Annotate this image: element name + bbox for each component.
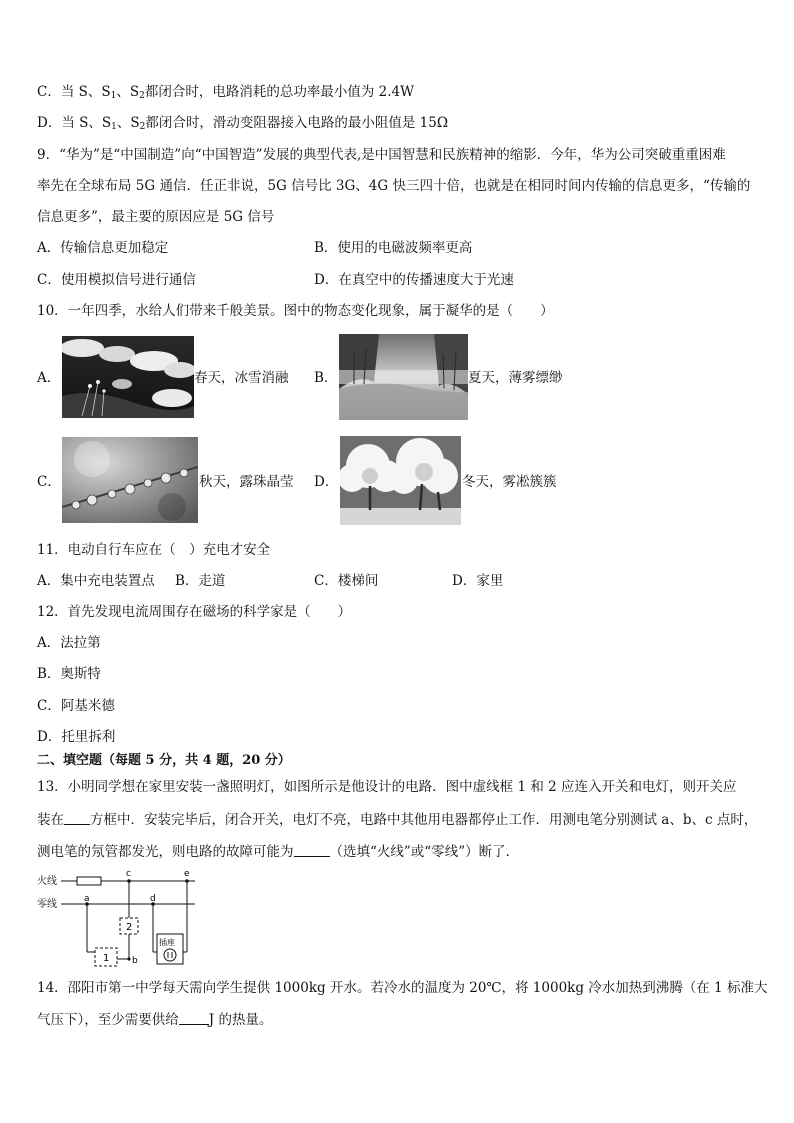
circuit-box-2-label: 2 — [126, 922, 133, 933]
q13-line2-prefix: 装在 — [37, 812, 64, 828]
q8-c-text-3: 都闭合时，电路消耗的总功率最小值为 2.4W — [144, 84, 414, 100]
q10-image-a-snow-melting — [62, 336, 194, 418]
q8-d-text-1: D．当 S、S — [37, 115, 112, 131]
q10-image-c-dewdrops — [62, 437, 198, 523]
q12-option-c: C．阿基米德 — [37, 698, 115, 714]
q10-option-d-letter: D． — [314, 474, 339, 490]
q11-option-a: A．集中充电装置点 — [37, 573, 155, 589]
q8-c-sub-1: 1 — [110, 91, 117, 101]
q10-option-b-letter: B． — [314, 370, 338, 386]
q8-d-text-2: 、S — [116, 115, 140, 131]
q10-image-b-misty-river — [339, 334, 468, 420]
q9-stem-line-1: 9．“华为”是“中国制造”向“中国智造”发展的典型代表,是中国智慧和民族精神的缩影．今年，华为公司突破重重困难 — [37, 147, 726, 163]
q8-c-sub-2: 2 — [139, 91, 145, 101]
q10-option-b-caption: 夏天，薄雾缥缈 — [468, 370, 563, 386]
q14-line2-prefix: 气压下），至少需要供给 — [37, 1012, 179, 1028]
q9-stem-line-2: 率先在全球布局 5G 通信．任正非说，5G 信号比 3G、4G 快三四十倍，也就是在相同时间内传输的信息更多，“传输的 — [37, 178, 751, 194]
q13-circuit-diagram — [37, 868, 202, 970]
q13-stem-line-2 — [37, 810, 757, 830]
q8-c-text-2: 、S — [116, 84, 140, 100]
q10-option-c-letter: C． — [37, 474, 61, 490]
q8-c-text-1: C．当 S、S — [37, 84, 111, 100]
q8-d-sub-2: 2 — [139, 122, 146, 132]
q13-stem-line-1: 13．小明同学想在家里安装一盏照明灯，如图所示是他设计的电路．图中虚线框 1 和 2 应连入开关和电灯，则开关应 — [37, 779, 737, 795]
q11-stem: 11．电动自行车应在（ ）充电才安全 — [37, 542, 271, 558]
q8-option-c — [37, 82, 414, 106]
socket-label: 插座 — [159, 938, 175, 947]
q10-image-d-rime-trees — [340, 436, 461, 525]
q11-option-c: C．楼梯间 — [314, 573, 379, 589]
q10-option-a-letter: A． — [37, 370, 61, 386]
q11-option-b: B．走道 — [175, 573, 226, 589]
q12-stem: 12．首先发现电流周围存在磁场的科学家是（ ） — [37, 604, 352, 620]
q13-line3-prefix: 测电笔的氖管都发光，则电路的故障可能为 — [37, 844, 294, 860]
q13-answer-blank-2[interactable] — [294, 843, 330, 857]
fuse-symbol — [77, 877, 101, 885]
q9-option-c: C．使用模拟信号进行通信 — [37, 272, 196, 288]
q9-option-b: B．使用的电磁波频率更高 — [314, 240, 473, 256]
circuit-point-e: e — [184, 869, 190, 879]
q12-option-a: A．法拉第 — [37, 635, 101, 651]
q12-option-b: B．奥斯特 — [37, 666, 101, 682]
circuit-box-1-label: 1 — [103, 953, 110, 964]
q10-stem: 10．一年四季，水给人们带来千般美景。图中的物态变化现象，属于凝华的是（ ） — [37, 303, 554, 319]
q9-option-a: A．传输信息更加稳定 — [37, 240, 169, 256]
circuit-point-b: b — [132, 956, 138, 966]
q9-option-d: D．在真空中的传播速度大于光速 — [314, 272, 514, 288]
q11-option-d: D．家里 — [452, 573, 504, 589]
section-heading-fill-in: 二、填空题（每题 5 分，共 4 题，20 分） — [37, 753, 291, 768]
q9-stem-line-3: 信息更多”，最主要的原因应是 5G 信号 — [37, 209, 275, 225]
q13-line3-suffix: （选填“火线”或“零线”）断了． — [329, 844, 520, 860]
q13-line2-suffix: 方框中．安装完毕后，闭合开关，电灯不亮，电路中其他用电器都停止工作．用测电笔分别测试 a、b、c 点时， — [90, 812, 758, 828]
q8-d-sub-1: 1 — [111, 122, 117, 132]
q10-option-c-caption: 秋天，露珠晶莹 — [199, 474, 294, 490]
q8-d-text-3: 都闭合时，滑动变阻器接入电路的最小阻值是 15Ω — [145, 115, 449, 131]
q14-stem-line-1: 14．邵阳市第一中学每天需向学生提供 1000kg 开水。若冷水的温度为 20℃，将 1000kg 冷水加热到沸腾（在 1 标准大 — [37, 980, 768, 996]
circuit-label-live: 火线 — [37, 876, 57, 887]
q10-option-d-caption: 冬天，雾凇簇簇 — [462, 474, 557, 490]
circuit-point-d: d — [150, 894, 156, 904]
circuit-point-a: a — [84, 894, 90, 904]
q10-option-a-caption: 春天，冰雪消融 — [194, 370, 289, 386]
q14-line2-suffix: J 的热量。 — [208, 1012, 273, 1028]
q8-option-d — [37, 113, 448, 137]
circuit-point-c: c — [126, 869, 131, 879]
q14-stem-line-2 — [37, 1010, 272, 1030]
circuit-label-neutral: 零线 — [37, 899, 57, 910]
q12-option-d: D．托里拆利 — [37, 729, 116, 745]
q13-stem-line-3 — [37, 842, 519, 862]
q14-answer-blank[interactable] — [179, 1011, 209, 1025]
q13-answer-blank-1[interactable] — [64, 811, 90, 825]
